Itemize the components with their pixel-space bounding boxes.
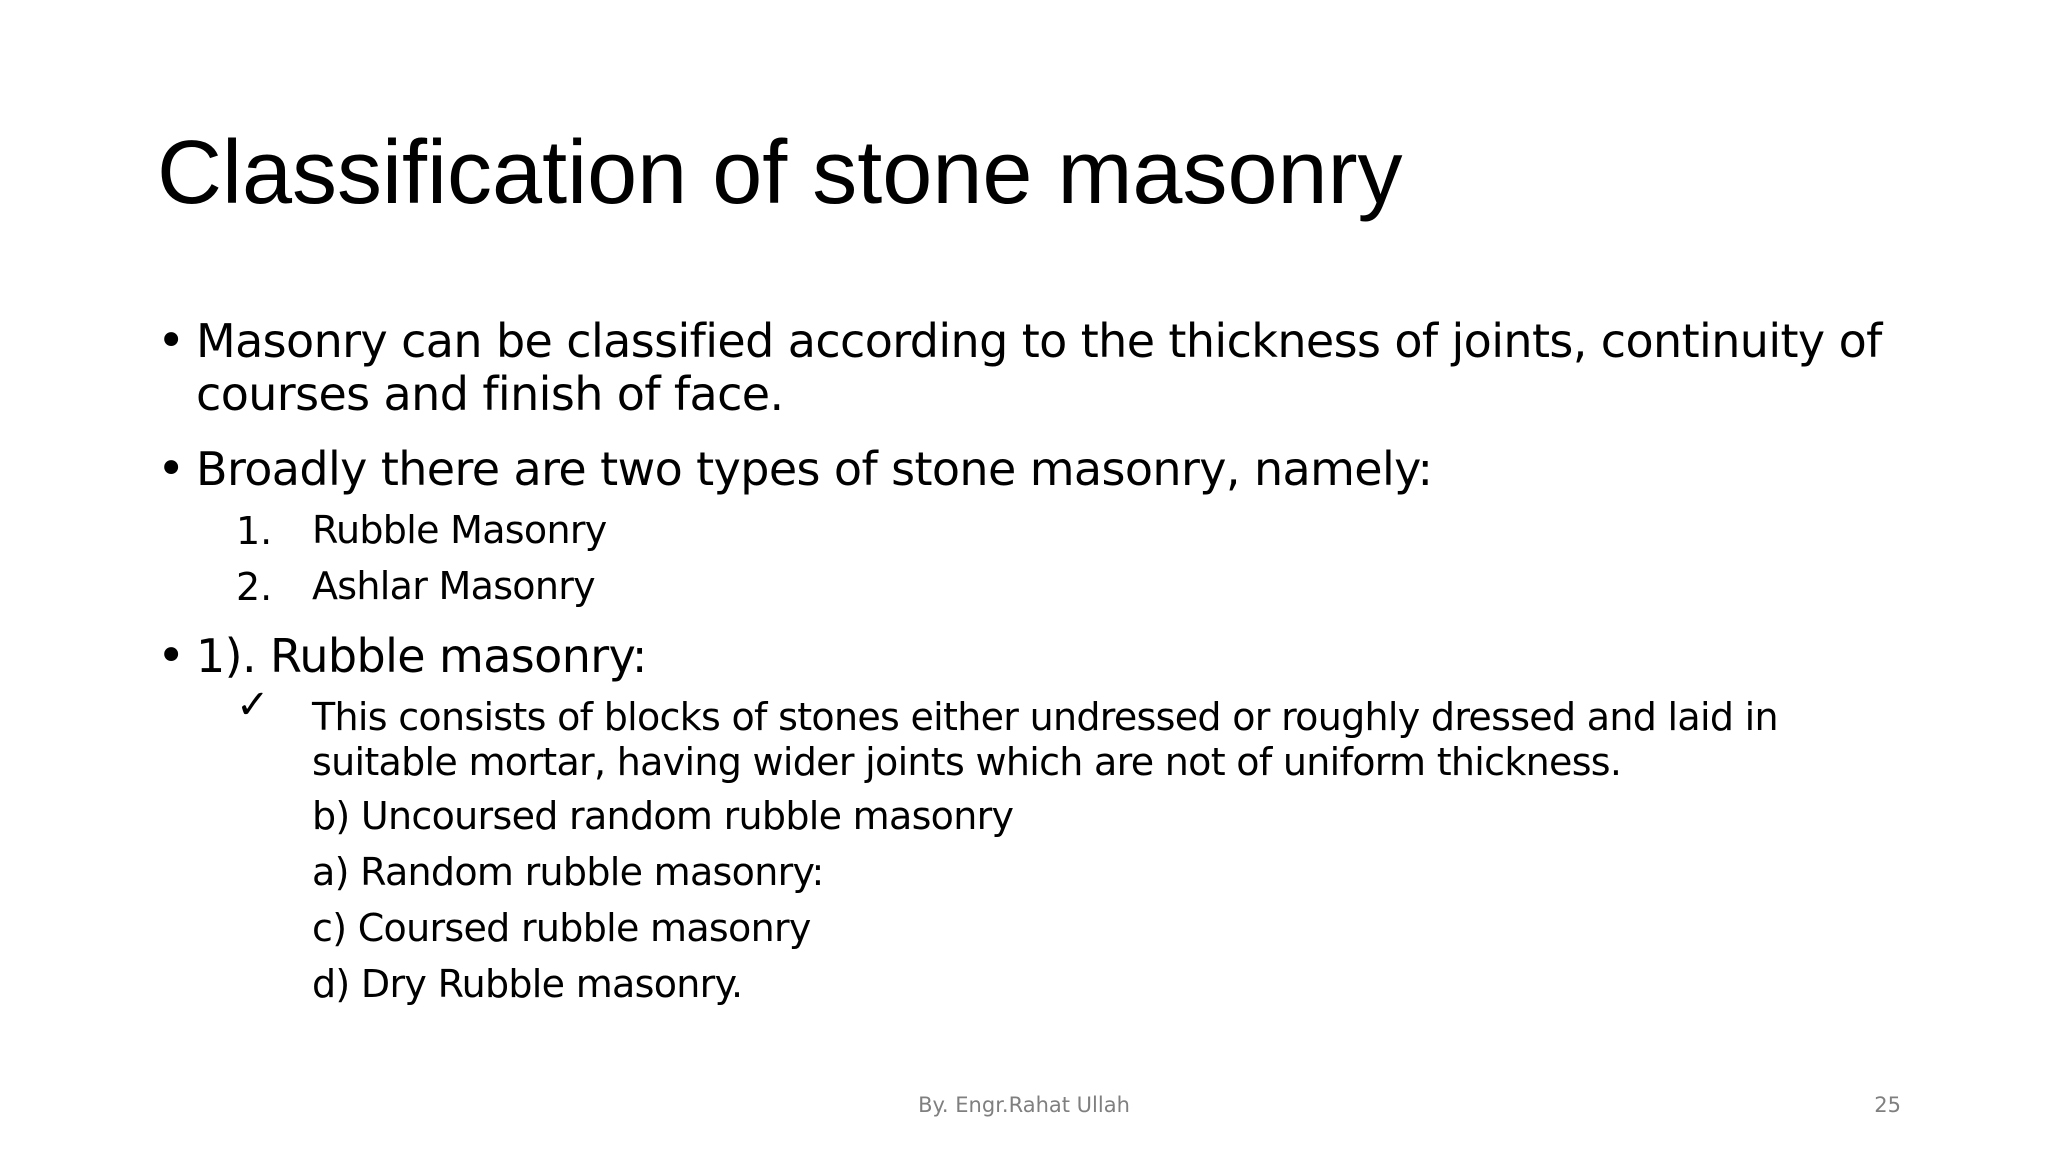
sub-item-coursed-rubble: c) Coursed rubble masonry <box>312 906 811 950</box>
slide-title: Classification of stone masonry <box>157 123 1403 223</box>
sub-item-dry-rubble: d) Dry Rubble masonry. <box>312 962 743 1006</box>
numbered-item-number: 1. <box>236 509 273 553</box>
page-number: 25 <box>1874 1093 1901 1117</box>
footer-author: By. Engr.Rahat Ullah <box>918 1093 1130 1117</box>
bullet-icon: • <box>157 313 186 369</box>
numbered-item-number: 2. <box>236 565 273 609</box>
bullet-3-line-1: 1). Rubble masonry: <box>196 629 647 683</box>
bullet-1-line-1: Masonry can be classified according to the thickness of joints, continuity of <box>196 314 1882 368</box>
checkmark-icon: ✓ <box>236 682 270 728</box>
sub-item-uncoursed-random-rubble: b) Uncoursed random rubble masonry <box>312 794 1014 838</box>
check-item-line-2: suitable mortar, having wider joints which are not of uniform thickness. <box>312 740 1622 784</box>
bullet-2-line-1: Broadly there are two types of stone masonry, namely: <box>196 442 1433 496</box>
sub-item-random-rubble: a) Random rubble masonry: <box>312 850 824 894</box>
bullet-1-line-2: courses and finish of face. <box>196 367 784 421</box>
bullet-icon: • <box>157 628 186 684</box>
numbered-item-rubble-masonry: Rubble Masonry <box>312 508 607 552</box>
bullet-icon: • <box>157 441 186 497</box>
check-item-line-1: This consists of blocks of stones either undressed or roughly dressed and laid in <box>312 695 1778 739</box>
numbered-item-ashlar-masonry: Ashlar Masonry <box>312 564 595 608</box>
